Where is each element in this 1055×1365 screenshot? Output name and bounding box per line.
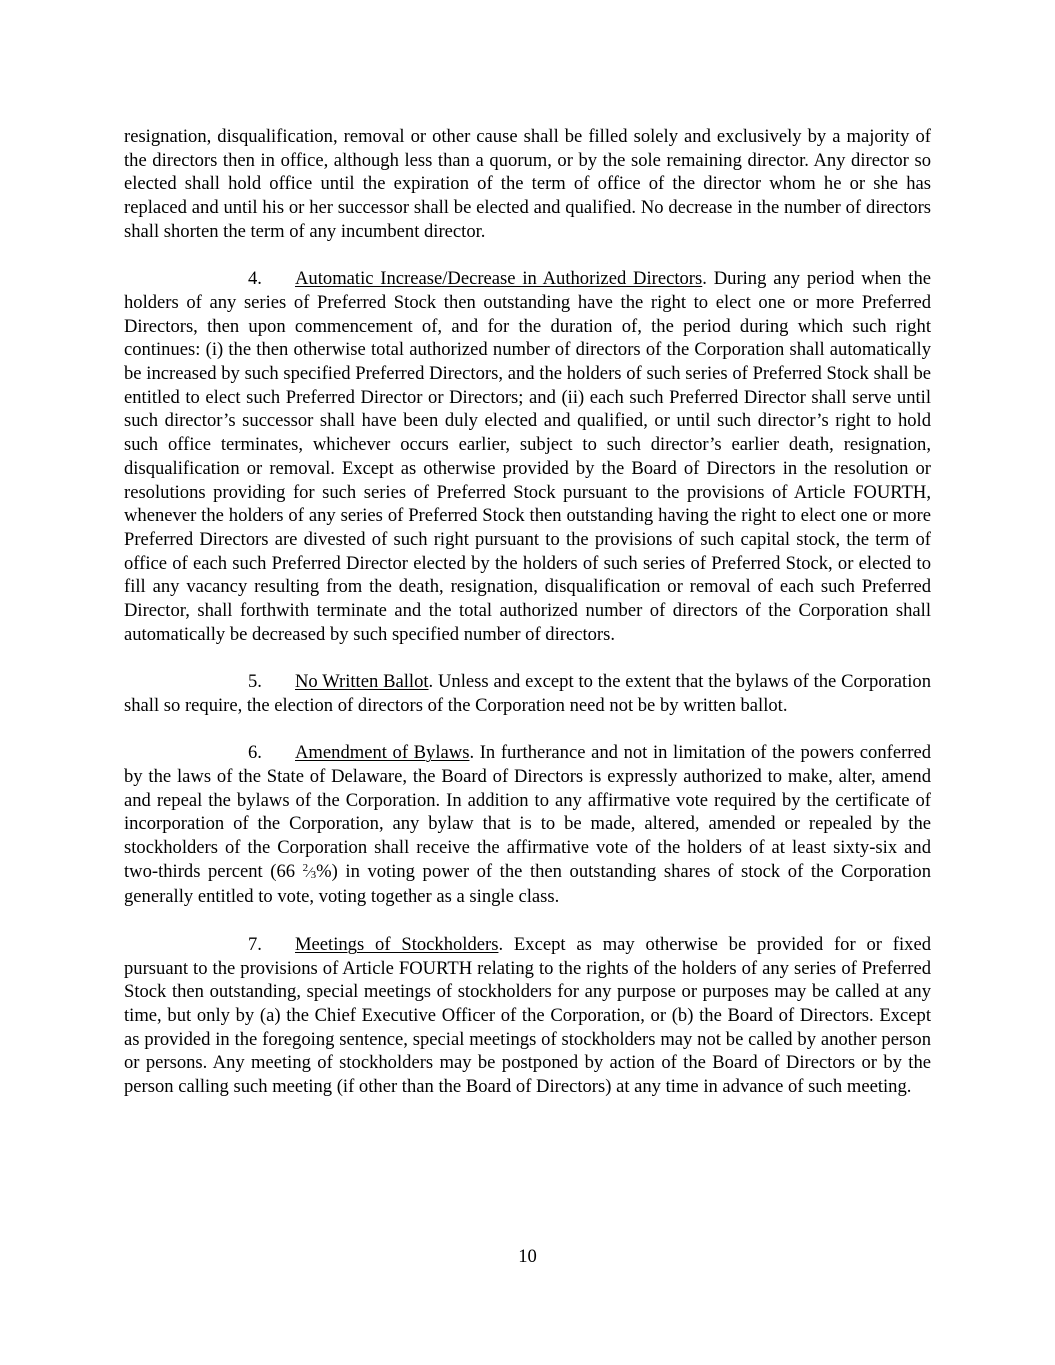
section-4-heading: Automatic Increase/Decrease in Authorized Directors [295, 268, 703, 290]
section-7-paragraph [124, 933, 931, 1099]
section-5-body: . Unless and except to the extent that the bylaws of the Corporation shall so require, the election of directors of the Corporation need not be by written ballot. [124, 671, 931, 716]
section-4-body: . During any period when the holders of any series of Preferred Stock then outstanding have the right to elect one or more Preferred Directors, then upon commencement of, and for the duration of, the period during which such right continues: (i) the then otherwise total authorized number of directors of the Corporation shall automatically be increased by such specified Preferred Directors, and the holders of such series of Preferred Stock shall be entitled to elect such Preferred Director or Directors; and (ii) each such Preferred Director shall serve until such director’s successor shall have been duly elected and qualified, or until such director’s right to hold such office terminates, whichever occurs earlier, subject to such director’s earlier death, resignation, disqualification or removal. Except as otherwise provided by the Board of Directors in the resolution or resolutions providing for such series of Preferred Stock pursuant to the provisions of Article FOURTH, whenever the holders of any series of Preferred Stock then outstanding having the right to elect one or more Preferred Directors are divested of such right pursuant to the provisions of such capital stock, the term of office of each such Preferred Director elected by the holders of such series of Preferred Stock, or elected to fill any vacancy resulting from the death, resignation, disqualification or removal of each such Preferred Director, shall forthwith terminate and the total authorized number of directors of the Corporation shall automatically be decreased by such specified number of directors. [124, 268, 932, 645]
section-5-paragraph [124, 670, 931, 717]
section-6-body-before-fraction: . In furtherance and not in limitation of the powers conferred by the laws of the State of Delaware, the Board of Directors is expressly authorized to make, alter, amend and repeal the bylaws of the Corporation. In addition to any affirmative vote required by the certificate of incorporation of the Corporation, any bylaw that is to be made, altered, amended or repealed by the stockholders of the Corporation shall receive the affirmative vote of the holders of at least sixty-six and two-thirds percent (66 [124, 742, 932, 882]
section-7-number: 7. [248, 933, 262, 955]
section-4-paragraph [124, 267, 931, 646]
section-5-number: 5. [248, 671, 262, 693]
fraction-numerator: 2 [302, 861, 309, 874]
section-6-body-after-fraction: %) in voting power of the then outstanding shares of stock of the Corporation generally entitled to vote, voting together as a single class. [124, 860, 931, 908]
section-6-heading: Amendment of Bylaws [295, 742, 470, 764]
fraction-slash: ⁄ [308, 864, 311, 881]
intro-paragraph: resignation, disqualification, removal or other cause shall be filled solely and exclusively by a majority of the directors then in office, although less than a quorum, or by the sole remaining director. Any director so elected shall hold office until the expiration of the term of office of the director whom he or she has replaced and until his or her successor shall be elected and qualified. No decrease in the number of directors shall shorten the term of any incumbent director. [124, 126, 931, 242]
fraction-denominator: 3 [310, 868, 317, 881]
document-body [124, 125, 931, 1122]
section-5-heading: No Written Ballot [295, 671, 429, 693]
page-number: 10 [518, 1246, 537, 1267]
section-7-body: . Except as may otherwise be provided for or fixed pursuant to the provisions of Article FOURTH relating to the rights of the holders of any series of Preferred Stock then outstanding, special meetings of stockholders for any purpose or purposes may be called at any time, but only by (a) the Chief Executive Officer of the Corporation, or (b) the Board of Directors. Except as provided in the foregoing sentence, special meetings of stockholders may not be called by another person or persons. Any meeting of stockholders may be postponed by action of the Board of Directors or by the person calling such meeting (if other than the Board of Directors) at any time in advance of such meeting. [124, 933, 932, 1098]
section-6-paragraph [124, 741, 931, 909]
section-7-heading: Meetings of Stockholders [295, 933, 499, 955]
section-6-number: 6. [248, 742, 262, 764]
section-4-number: 4. [248, 268, 262, 290]
